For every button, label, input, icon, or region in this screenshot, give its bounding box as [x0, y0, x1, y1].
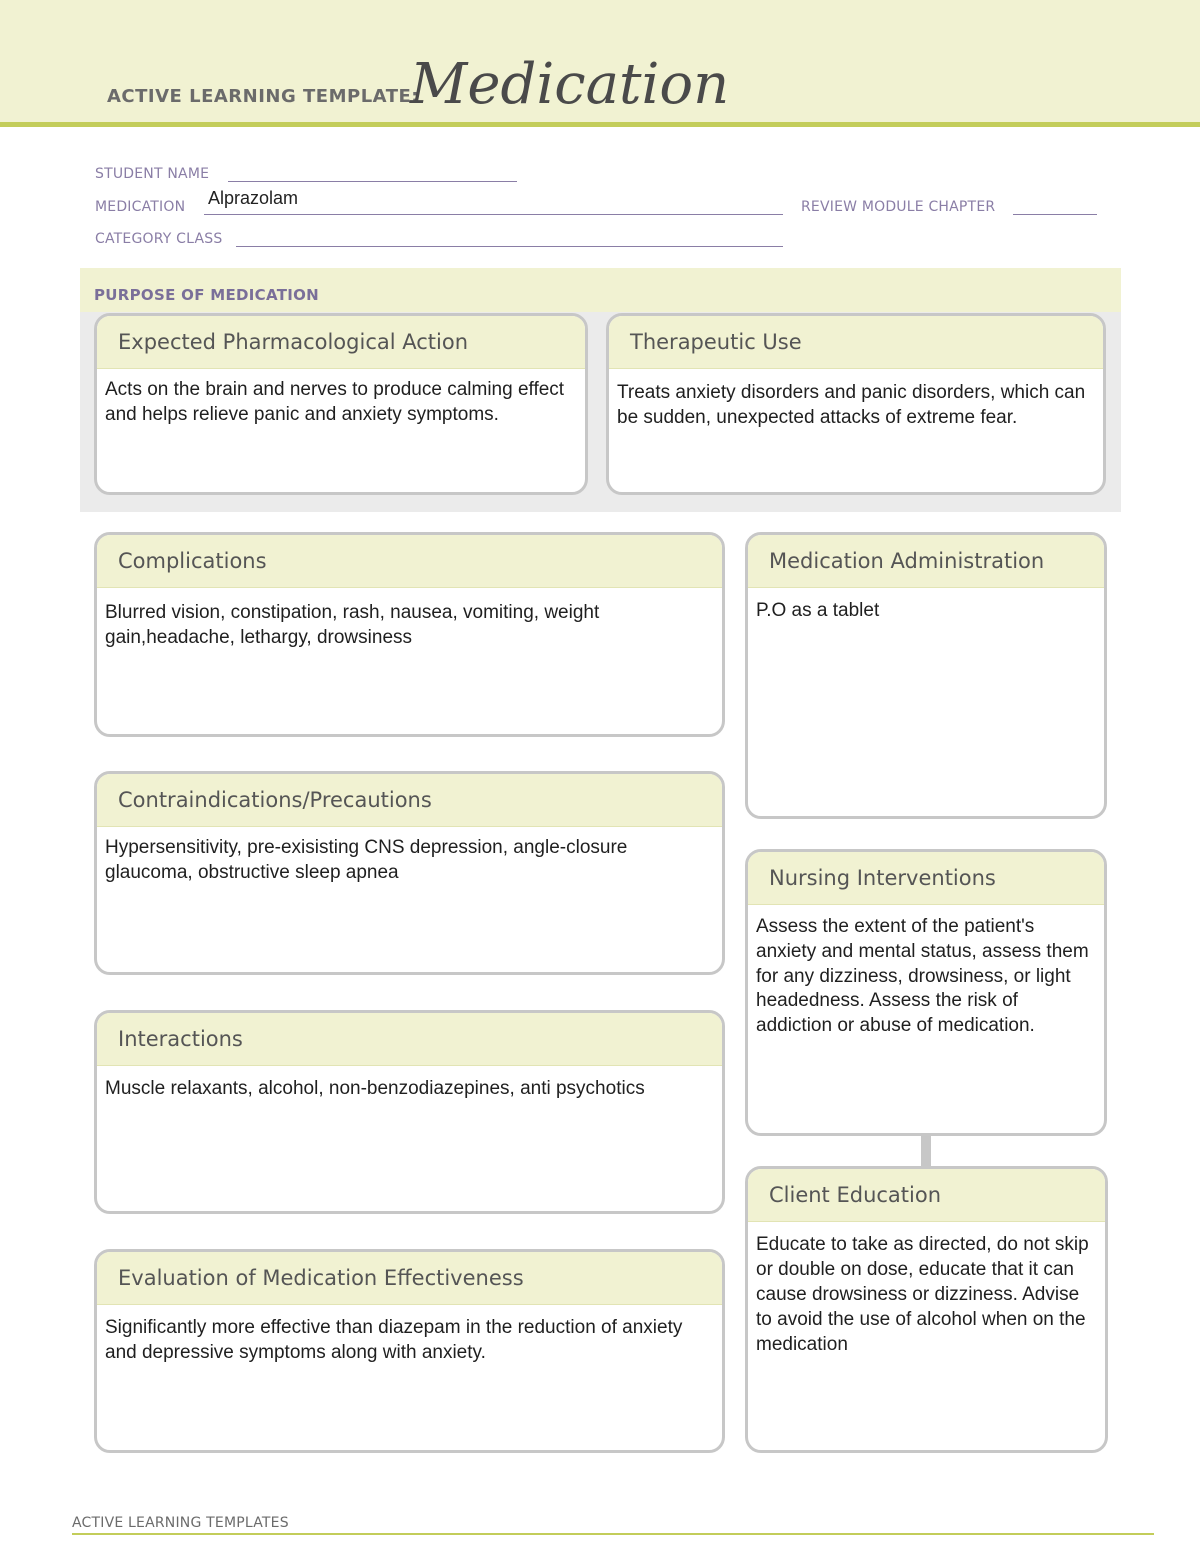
medication-value: Alprazolam [208, 188, 299, 208]
therapeutic-use-title: Therapeutic Use [609, 316, 1103, 369]
therapeutic-use-text[interactable]: Treats anxiety disorders and panic disorders, which can be sudden, unexpected attacks of extreme fear. [617, 382, 1086, 428]
footer-rule [72, 1533, 1154, 1535]
medication-label: MEDICATION [95, 199, 186, 215]
contraindications-text[interactable]: Hypersensitivity, pre-exisisting CNS depression, angle-closure glaucoma, obstructive sleep apnea [105, 837, 628, 883]
complications-text[interactable]: Blurred vision, constipation, rash, nausea, vomiting, weight gain,headache, lethargy, drowsiness [105, 602, 600, 648]
client-education-text[interactable]: Educate to take as directed, do not skip or double on dose, educate that it can cause drowsiness or dizziness. Advise to avoid the use of alcohol when on the medication [756, 1234, 1089, 1355]
evaluation-box [94, 1249, 725, 1453]
complications-box [94, 532, 725, 737]
category-class-field[interactable] [236, 246, 783, 247]
contraindications-box [94, 771, 725, 975]
category-class-label: CATEGORY CLASS [95, 231, 223, 247]
footer-label: ACTIVE LEARNING TEMPLATES [72, 1515, 289, 1531]
evaluation-title: Evaluation of Medication Effectiveness [97, 1252, 722, 1305]
administration-title: Medication Administration [748, 535, 1104, 588]
student-name-label: STUDENT NAME [95, 166, 210, 182]
expected-action-text[interactable]: Acts on the brain and nerves to produce calming effect and helps relieve panic and anxiety symptoms. [105, 379, 565, 425]
contraindications-title: Contraindications/Precautions [97, 774, 722, 827]
nursing-interventions-text[interactable]: Assess the extent of the patient's anxiety and mental status, assess them for any dizziness, drowsiness, or light headedness. Assess the risk of addiction or abuse of medication. [756, 916, 1089, 1037]
evaluation-text[interactable]: Significantly more effective than diazepam in the reduction of anxiety and depressive symptoms along with anxiety. [105, 1317, 683, 1363]
template-label: ACTIVE LEARNING TEMPLATE: [107, 86, 419, 107]
page-title: Medication [410, 52, 730, 117]
client-education-box [745, 1166, 1108, 1453]
header-rule [0, 122, 1200, 127]
expected-action-title: Expected Pharmacological Action [97, 316, 585, 369]
administration-box [745, 532, 1107, 819]
nursing-interventions-box [745, 849, 1107, 1136]
client-education-title: Client Education [748, 1169, 1105, 1222]
review-module-label: REVIEW MODULE CHAPTER [801, 199, 996, 215]
therapeutic-use-box [606, 313, 1106, 495]
student-name-field[interactable] [228, 181, 517, 182]
interactions-text[interactable]: Muscle relaxants, alcohol, non-benzodiazepines, anti psychotics [105, 1078, 645, 1099]
administration-text[interactable]: P.O as a tablet [756, 600, 880, 621]
interactions-title: Interactions [97, 1013, 722, 1066]
expected-action-box [94, 313, 588, 495]
box-connector [921, 1135, 931, 1167]
purpose-label: PURPOSE OF MEDICATION [94, 286, 320, 304]
interactions-box [94, 1010, 725, 1214]
nursing-interventions-title: Nursing Interventions [748, 852, 1104, 905]
complications-title: Complications [97, 535, 722, 588]
review-module-field[interactable] [1013, 214, 1097, 215]
medication-field[interactable] [204, 214, 783, 215]
